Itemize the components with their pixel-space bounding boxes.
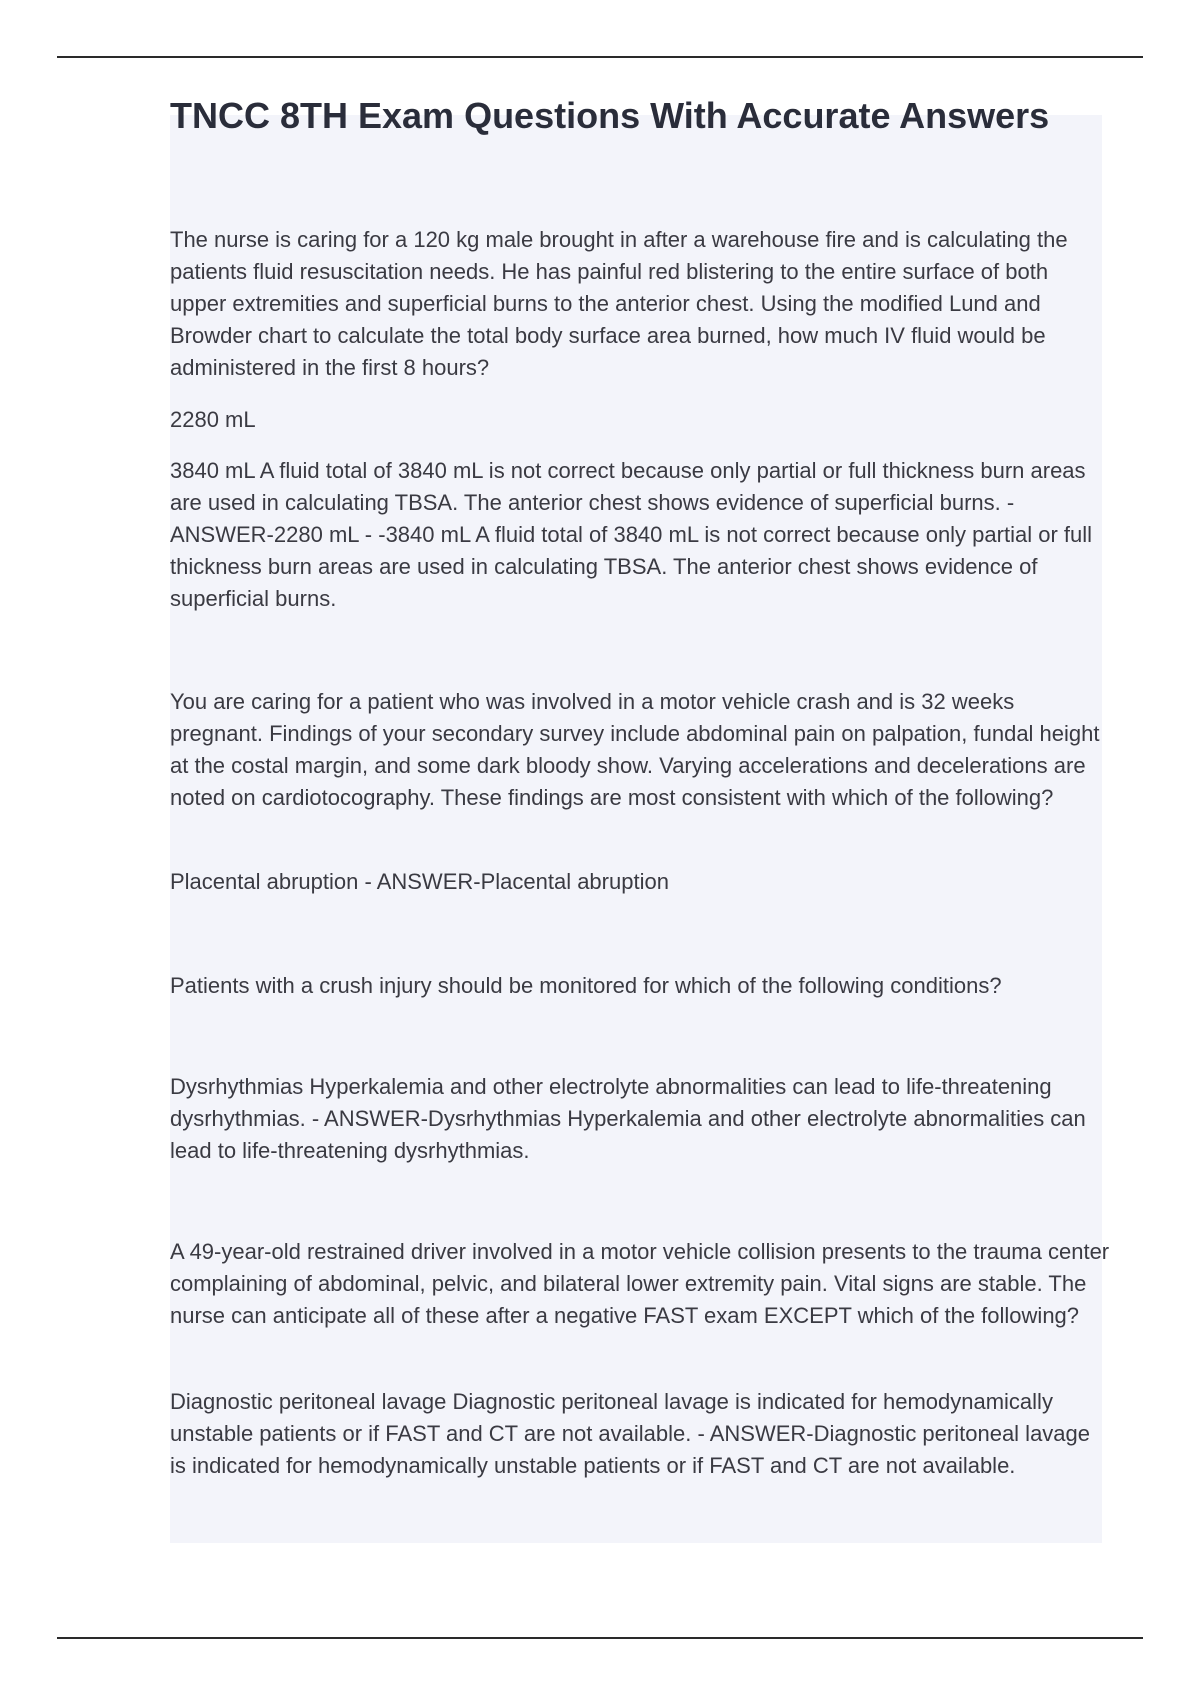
answer-3: Dysrhythmias Hyperkalemia and other electrolyte abnormalities can lead to life-threatening dysrhythmias. - ANSWER-Dysrhythmias Hyperkalemia and other electrolyte abnormalities can lead to life-threatening dysrhythmias. [170, 1074, 1086, 1163]
answer-4: Diagnostic peritoneal lavage Diagnostic peritoneal lavage is indicated for hemodynamically unstable patients or if FAST and CT are not available. - ANSWER-Diagnostic peritoneal lavage is indicated for hemodynamically unstable patients or if FAST and CT are not available. [170, 1389, 1091, 1478]
page-title: TNCC 8TH Exam Questions With Accurate Answers [170, 95, 1050, 136]
answer-2: Placental abruption - ANSWER-Placental abruption [170, 869, 669, 894]
answer-1-explanation: 3840 mL A fluid total of 3840 mL is not correct because only partial or full thickness burn areas are used in calculating TBSA. The anterior chest shows evidence of superficial burns. - ANSWER-2280 mL - -3840 mL A fluid total of 3840 mL is not correct because only partial or full thickness burn areas are used in calculating TBSA. The anterior chest shows evidence of superficial burns. [170, 458, 1093, 611]
question-1: The nurse is caring for a 120 kg male brought in after a warehouse fire and is calculating the patients fluid resuscitation needs. He has painful red blistering to the entire surface of both upper extremities and superficial burns to the anterior chest. Using the modified Lund and Browder chart to calculate the total body surface area burned, how much IV fluid would be administered in the first 8 hours? [170, 227, 1068, 380]
question-3: Patients with a crush injury should be monitored for which of the following conditions? [170, 973, 1002, 998]
question-2: You are caring for a patient who was involved in a motor vehicle crash and is 32 weeks pregnant. Findings of your secondary survey include abdominal pain on palpation, fundal height at the costal margin, and some dark bloody show. Varying accelerations and decelerations are noted on cardiotocography. These findings are most consistent with which of the following? [170, 689, 1100, 810]
answer-1-short: 2280 mL [170, 407, 256, 432]
bottom-divider [57, 1637, 1143, 1639]
question-4: A 49-year-old restrained driver involved in a motor vehicle collision presents to the trauma center complaining of abdominal, pelvic, and bilateral lower extremity pain. Vital signs are stable. The nurse can anticipate all of these after a negative FAST exam EXCEPT which of the following? [170, 1239, 1110, 1328]
top-divider [57, 56, 1143, 58]
